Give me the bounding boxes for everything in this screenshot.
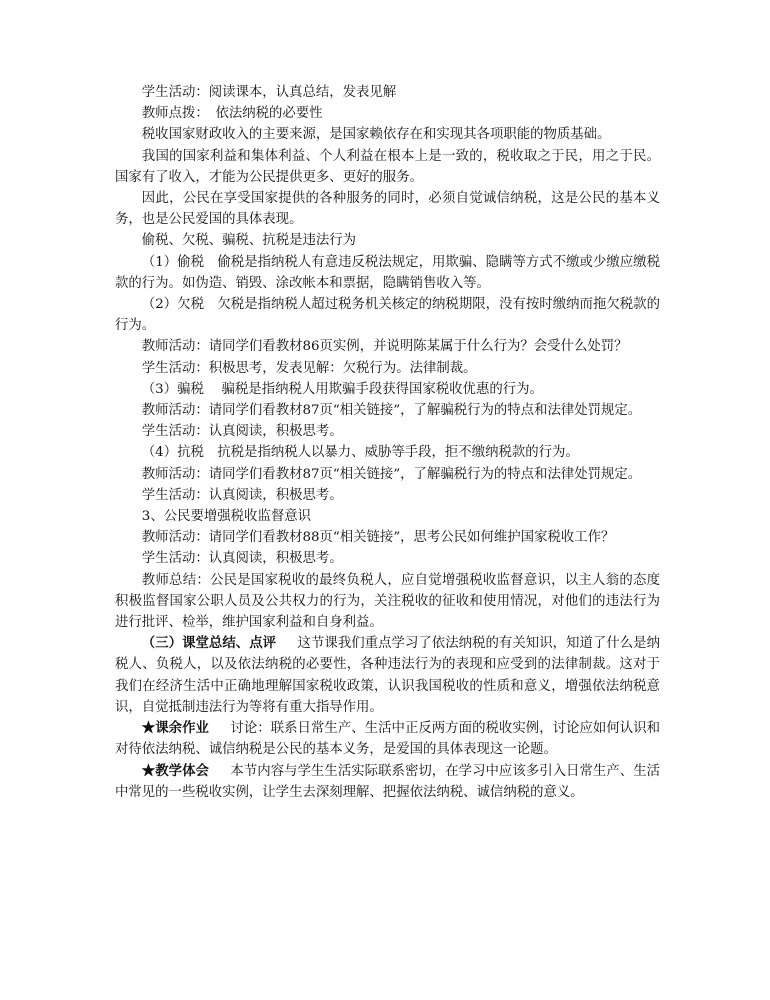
body-paragraph: 学生活动：阅读课本，认真总结，发表见解 (141, 85, 397, 100)
body-paragraph: 学生活动：认真阅读，积极思考。 (141, 551, 343, 567)
body-paragraph: 教师活动：请同学们看教材86页实例，并说明陈某属于什么行为？会受什么处罚？ (141, 339, 628, 355)
homework-paragraph (115, 718, 660, 760)
body-paragraph: （4）抗税 抗税是指纳税人以暴力、威胁等手段，拒不缴纳税款的行为。 (141, 445, 579, 461)
body-paragraph: 教师活动：请同学们看教材87页“相关链接”，了解骗税行为的特点和法律处罚规定。 (141, 403, 642, 419)
document-page (115, 82, 660, 803)
body-paragraph: 学生活动：认真阅读，积极思考。 (141, 487, 343, 503)
body-paragraph: 因此，公民在享受国家提供的各种服务的同时，必须自觉诚信纳税，这是公民的基本义务，也是公民爱国的具体表现。 (115, 191, 660, 228)
body-paragraph: 教师活动：请同学们看教材88页“相关链接”，思考公民如何维护国家税收工作？ (141, 530, 615, 546)
body-paragraph: （1）偷税 偷税是指纳税人有意违反税法规定，用欺骗、隐瞒等方式不缴或少缴应缴税款的行为。如伪造、销毁、涂改帐本和票据，隐瞒销售收入等。 (115, 254, 660, 291)
body-paragraph: 偷税、欠税、骗税、抗税是违法行为 (141, 233, 357, 249)
body-paragraph: 教师活动：请同学们看教材87页“相关链接”，了解骗税行为的特点和法律处罚规定。 (141, 466, 642, 482)
body-paragraph: 3、公民要增强税收监督意识 (141, 509, 312, 525)
body-paragraph: 我国的国家利益和集体利益、个人利益在根本上是一致的，税收取之于民，用之于民。国家有了收入，才能为公民提供更多、更好的服务。 (115, 148, 660, 185)
body-paragraph: 教师总结：公民是国家税收的最终负税人，应自觉增强税收监督意识，以主人翁的态度积极监督国家公职人员及公共权力的行为，关注税收的征收和使用情况，对他们的违法行为进行批评、检举，维护国家利益和自身利益。 (115, 572, 660, 631)
body-paragraph: （3）骗税 骗税是指纳税人用欺骗手段获得国家税收优惠的行为。 (141, 381, 543, 397)
body-paragraph: 学生活动：积极思考，发表见解：欠税行为。法律制裁。 (141, 360, 477, 376)
reflection-heading: ★教学体会 (141, 762, 209, 779)
reflection-text: 本节内容与学生生活实际联系密切，在学习中应该多引入日常生产、生活中常见的一些税收实例，让学生去深刻理解、把握依法纳税、诚信纳税的意义。 (115, 763, 661, 800)
summary-text: 这节课我们重点学习了依法纳税的有关知识，知道了什么是纳税人、负税人，以及依法纳税的必要性，各种违法行为的表现和应受到的法律制裁。这对于我们在经济生活中正确地理解国家税收政策，认识我国税收的性质和意义，增强依法纳税意识，自觉抵制违法行为等将有重大指导作用。 (115, 636, 661, 715)
homework-text: 讨论：联系日常生产、生活中正反两方面的税收实例，讨论应如何认识和对待依法纳税、诚信纳税是公民的基本义务，是爱国的具体表现这一论题。 (115, 721, 661, 758)
body-paragraph: 教师点拨： 依法纳税的必要性 (141, 106, 323, 122)
body-paragraph: 税收国家财政收入的主要来源，是国家赖依存在和实现其各项职能的物质基础。 (141, 127, 611, 143)
summary-heading: （三）课堂总结、点评 (141, 635, 277, 652)
homework-heading: ★课余作业 (141, 720, 209, 737)
reflection-paragraph (115, 761, 660, 803)
summary-paragraph (115, 633, 660, 718)
body-paragraph: （2）欠税 欠税是指纳税人超过税务机关核定的纳税期限，没有按时缴纳而拖欠税款的行为。 (115, 297, 660, 334)
paragraph-list (115, 82, 660, 633)
body-paragraph: 学生活动：认真阅读，积极思考。 (141, 424, 343, 440)
